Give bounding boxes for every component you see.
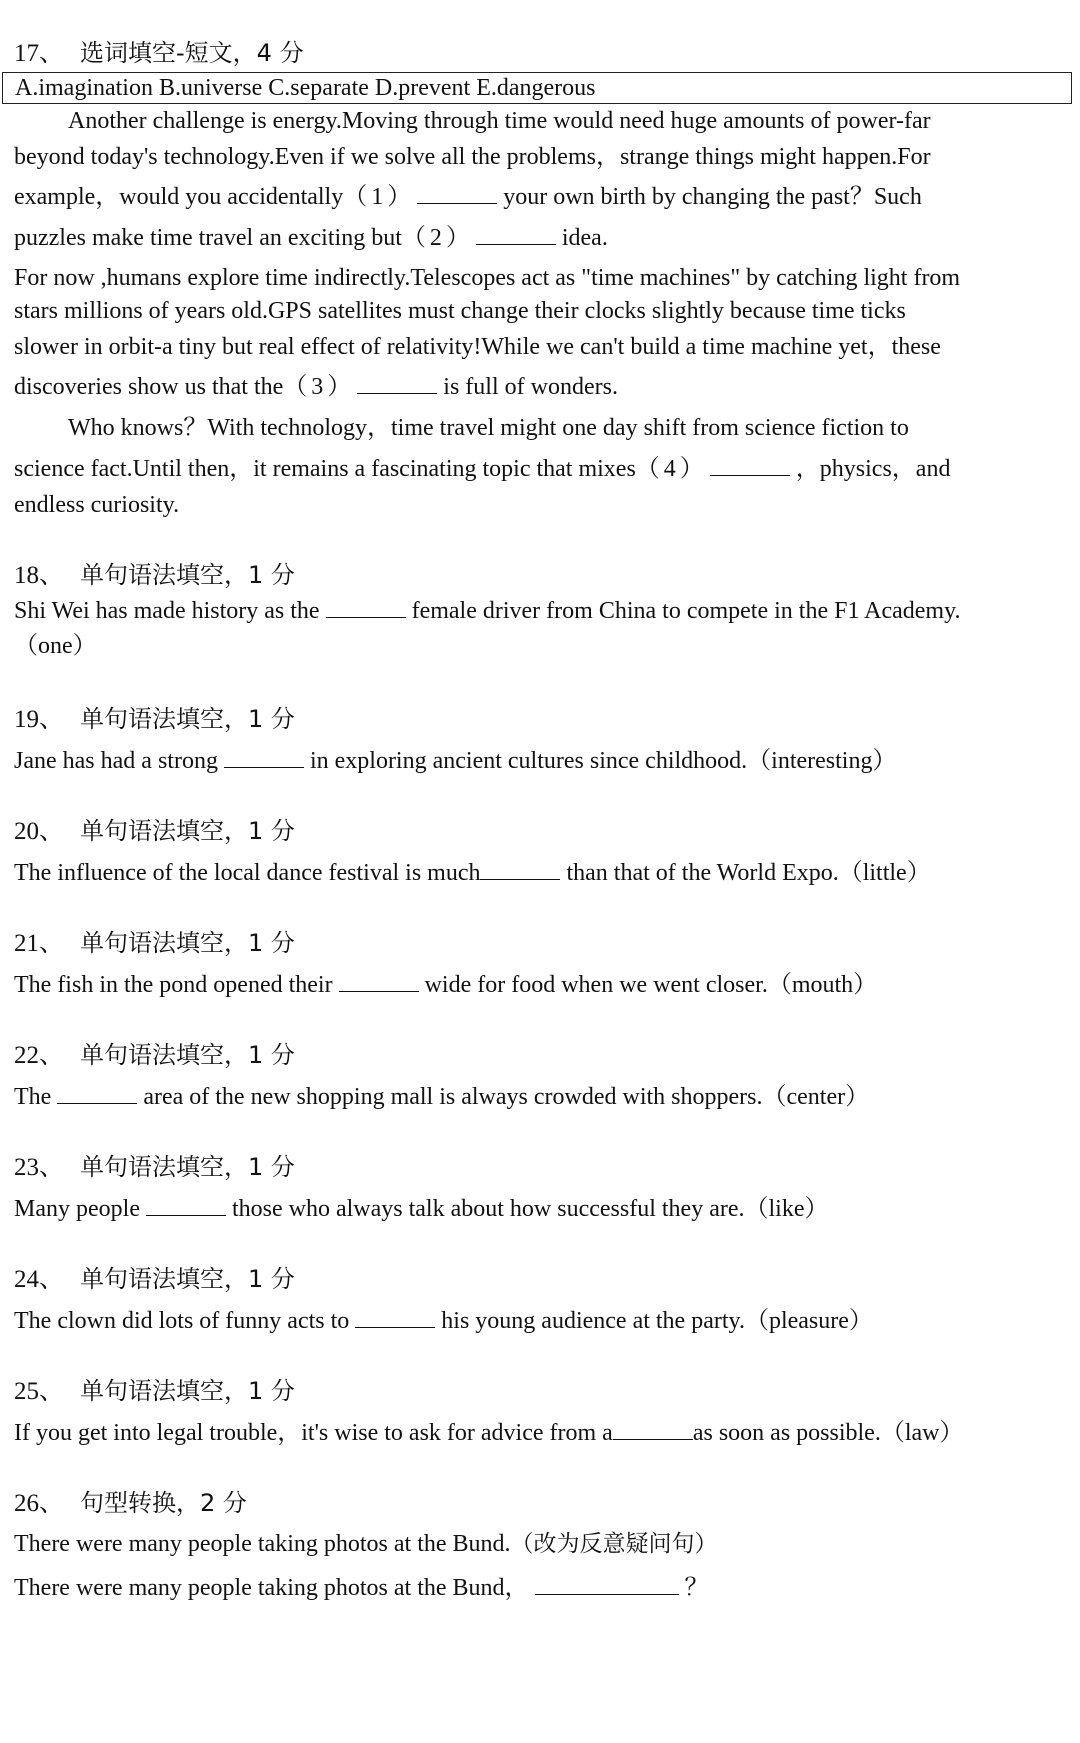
answer-blank[interactable] bbox=[57, 1083, 137, 1104]
question-17 bbox=[14, 34, 1072, 520]
question-type: 选词填空-短文，4 分 bbox=[80, 39, 304, 67]
question-25: 25、 单句语法填空，1 分 If you get into legal trouble，it's wise to ask for advice from a as soon as possible.（law） bbox=[14, 1377, 964, 1446]
question-24: 24、 单句语法填空，1 分 The clown did lots of funny acts to his young audience at the party.（pleasure） bbox=[14, 1265, 873, 1334]
answer-blank[interactable] bbox=[480, 859, 560, 880]
question-23: 23、 单句语法填空，1 分 Many people those who always talk about how successful they are.（like） bbox=[14, 1153, 829, 1222]
answer-blank[interactable] bbox=[339, 971, 419, 992]
question-header bbox=[14, 34, 1072, 72]
answer-blank-3[interactable] bbox=[357, 373, 437, 394]
answer-blank[interactable] bbox=[355, 1307, 435, 1328]
question-19: 19、 单句语法填空，1 分 Jane has had a strong in exploring ancient cultures since childhood.（interesting） bbox=[14, 705, 897, 774]
question-header: 18、 单句语法填空，1 分 bbox=[14, 561, 295, 589]
question-22: 22、 单句语法填空，1 分 The area of the new shopping mall is always crowded with shoppers.（center） bbox=[14, 1041, 870, 1110]
passage-paragraph-2: For now ,humans explore time indirectly.Telescopes act as "time machines" by catching light from stars millions of years old.GPS satellites must change their clocks slightly because time ticks slower in orbit-a tiny but real effect of relativity!While we can't build a time machine yet，these discoveries show us that the（ 3 ） is full of wonders. bbox=[14, 265, 961, 400]
answer-blank[interactable] bbox=[535, 1574, 679, 1595]
word-options-box: A.imagination B.universe C.separate D.prevent E.dangerous bbox=[2, 72, 1072, 104]
passage-paragraph-1: Another challenge is energy.Moving through time would need huge amounts of power-far beyond today's technology.Even if we solve all the problems，strange things might happen.For example，would you accidentally（ 1 ） your own birth by changing the past？Such puzzles make time travel an exciting but（ 2 ） idea. bbox=[14, 108, 931, 251]
answer-blank[interactable] bbox=[224, 747, 304, 768]
answer-blank[interactable] bbox=[613, 1419, 693, 1440]
answer-blank-2[interactable] bbox=[476, 224, 556, 245]
answer-blank-4[interactable] bbox=[710, 455, 790, 476]
answer-blank[interactable] bbox=[326, 597, 406, 618]
question-20: 20、 单句语法填空，1 分 The influence of the local dance festival is much than that of the World Expo.（little） bbox=[14, 817, 931, 886]
question-21: 21、 单句语法填空，1 分 The fish in the pond opened their wide for food when we went closer.（mouth） bbox=[14, 929, 878, 998]
answer-blank-1[interactable] bbox=[417, 183, 497, 204]
answer-blank[interactable] bbox=[146, 1195, 226, 1216]
question-26: 26、 句型转换，2 分 There were many people taking photos at the Bund.（改为反意疑问句） There were many people taking photos at the Bund， ？ bbox=[14, 1489, 718, 1601]
question-number: 17、 bbox=[14, 40, 65, 67]
worksheet-page bbox=[14, 34, 1072, 1610]
passage-paragraph-3: Who knows？With technology，time travel might one day shift from science fiction to science fact.Until then，it remains a fascinating topic that mixes（ 4 ） ，physics，and endless curiosity. bbox=[14, 415, 951, 518]
question-18: 18、 单句语法填空，1 分 Shi Wei has made history as the female driver from China to compete in the F1 Academy. （one） bbox=[14, 556, 1072, 664]
